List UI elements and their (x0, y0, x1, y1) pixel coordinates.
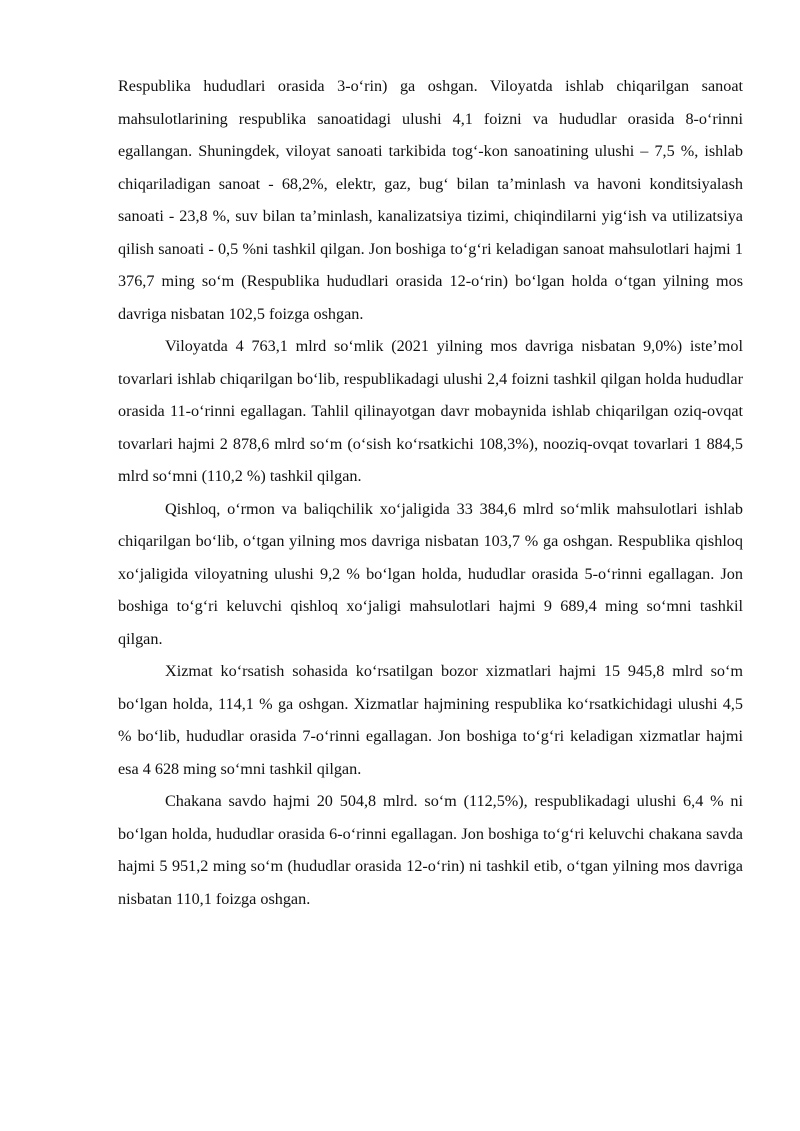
paragraph-services: Xizmat ko‘rsatish sohasida ko‘rsatilgan bozor xizmatlari hajmi 15 945,8 mlrd so‘m bo‘lgan holda, 114,1 % ga oshgan. Xizmatlar hajmining respublika ko‘rsatkichidagi ulushi 4,5 % bo‘lib, hududlar orasida 7-o‘rinni egallagan. Jon boshiga to‘g‘ri keladigan xizmatlar hajmi esa 4 628 ming so‘mni tashkil qilgan. (118, 662, 743, 778)
paragraph-consumer-goods: Viloyatda 4 763,1 mlrd so‘mlik (2021 yilning mos davriga nisbatan 9,0%) iste’mol tovarlari ishlab chiqarilgan bo‘lib, respublikadagi ulushi 2,4 foizni tashkil qilgan holda hududlar orasida 11-o‘rinni egallagan. Tahlil qilinayotgan davr mobaynida ishlab chiqarilgan oziq-ovqat tovarlari hajmi 2 878,6 mlrd so‘m (o‘sish ko‘rsatkichi 108,3%), nooziq-ovqat tovarlari 1 884,5 mlrd so‘mni (110,2 %) tashkil qilgan. (118, 337, 743, 485)
paragraph-industry-continued: Respublika hududlari orasida 3-o‘rin) ga oshgan. Viloyatda ishlab chiqarilgan sanoat mahsulotlarining respublika sanoatidagi ulushi 4,1 foizni va hududlar orasida 8-o‘rinni egallangan. Shuningdek, viloyat sanoati tarkibida tog‘-kon sanoatining ulushi – 7,5 %, ishlab chiqariladigan sanoat - 68,2%, elektr, gaz, bug‘ bilan ta’minlash va havoni konditsiyalash sanoati - 23,8 %, suv bilan ta’minlash, kanalizatsiya tizimi, chiqindilarni yig‘ish va utilizatsiya qilish sanoati - 0,5 %ni tashkil qilgan. Jon boshiga to‘g‘ri keladigan sanoat mahsulotlari hajmi 1 376,7 ming so‘m (Respublika hududlari orasida 12-o‘rin) bo‘lgan holda o‘tgan yilning mos davriga nisbatan 102,5 foizga oshgan. (118, 77, 743, 323)
document-body (118, 70, 743, 915)
paragraph-agriculture: Qishloq, o‘rmon va baliqchilik xo‘jaligida 33 384,6 mlrd so‘mlik mahsulotlari ishlab chiqarilgan bo‘lib, o‘tgan yilning mos davriga nisbatan 103,7 % ga oshgan. Respublika qishloq xo‘jaligida viloyatning ulushi 9,2 % bo‘lgan holda, hududlar orasida 5-o‘rinni egallagan. Jon boshiga to‘g‘ri keluvchi qishloq xo‘jaligi mahsulotlari hajmi 9 689,4 ming so‘mni tashkil qilgan. (118, 499, 743, 648)
paragraph-retail-trade: Chakana savdo hajmi 20 504,8 mlrd. so‘m (112,5%), respublikadagi ulushi 6,4 % ni bo‘lgan holda, hududlar orasida 6-o‘rinni egallagan. Jon boshiga to‘g‘ri keluvchi chakana savda hajmi 5 951,2 ming so‘m (hududlar orasida 12-o‘rin) ni tashkil etib, o‘tgan yilning mos davriga nisbatan 110,1 foizga oshgan. (118, 792, 743, 908)
